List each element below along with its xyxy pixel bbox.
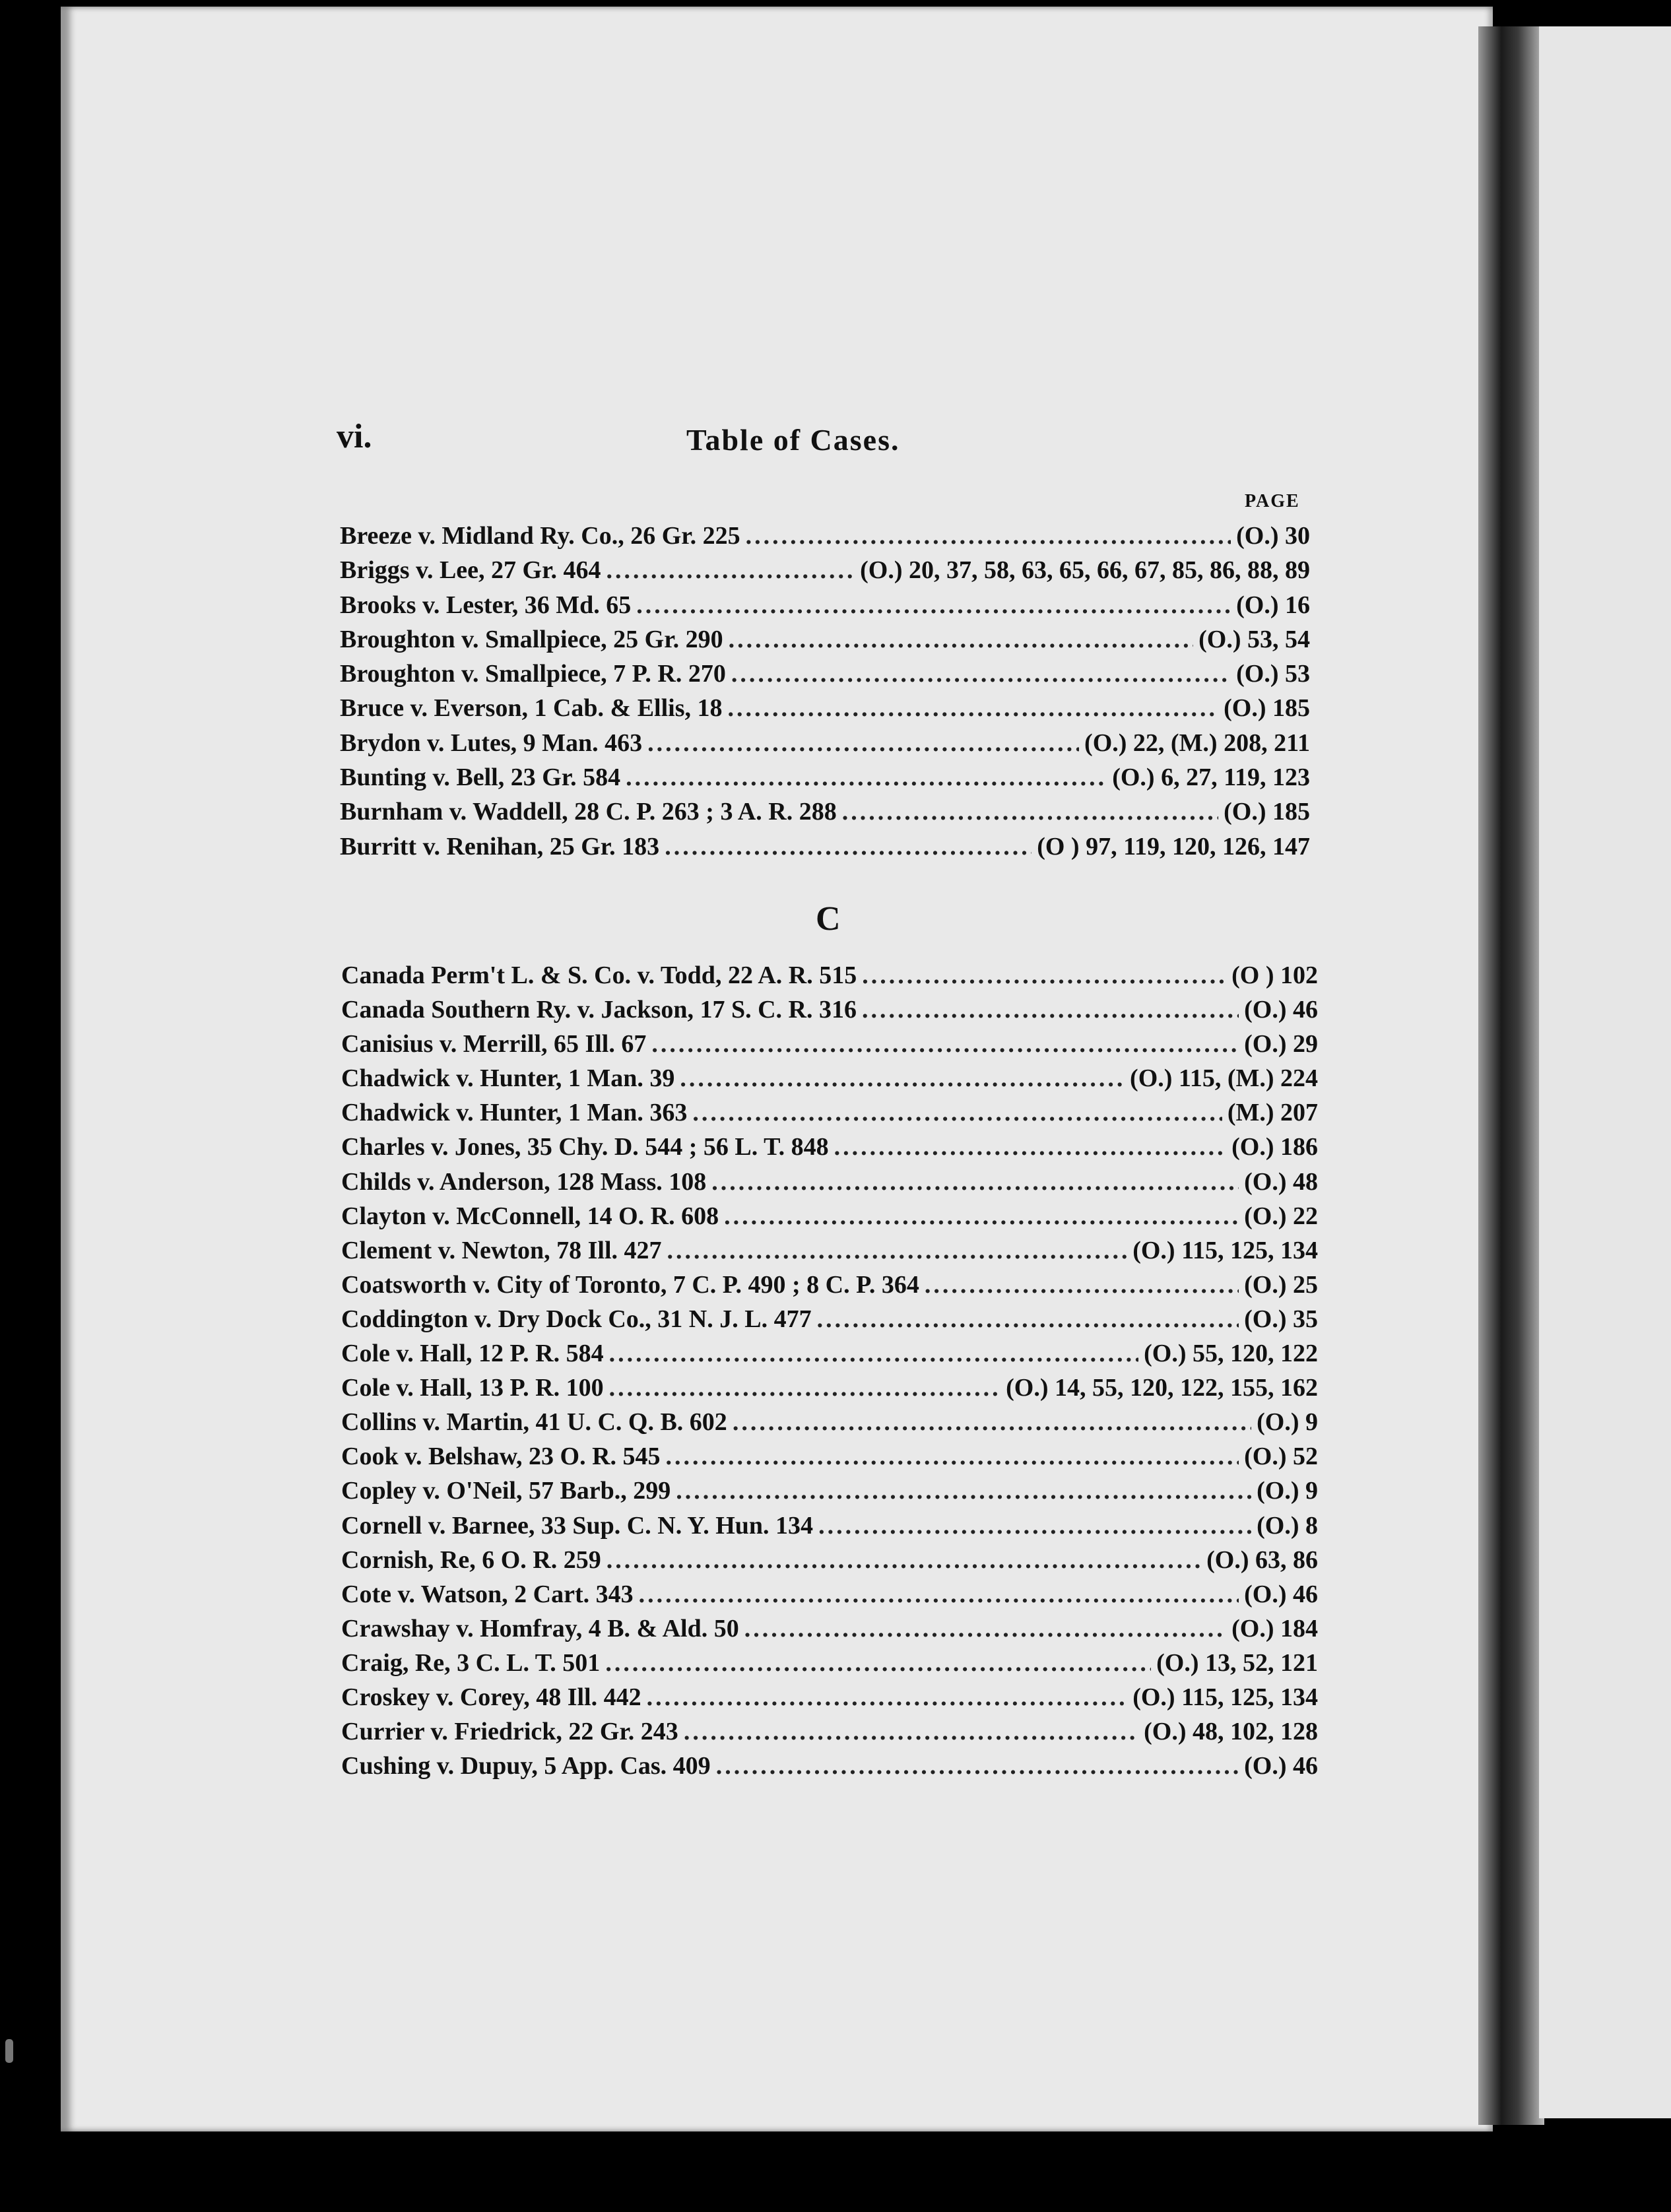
- case-entry: [341, 1614, 1318, 1648]
- case-page-refs: (O.) 185: [1224, 798, 1310, 826]
- case-name: Bunting v. Bell, 23 Gr. 584: [340, 764, 621, 792]
- case-page-refs: (O.) 25: [1244, 1270, 1318, 1299]
- case-entry: [341, 1339, 1318, 1373]
- leader-dots: [842, 797, 1218, 826]
- case-entry: [340, 591, 1310, 625]
- case-entry: [341, 1064, 1318, 1098]
- case-name: Cole v. Hall, 12 P. R. 584: [341, 1340, 604, 1368]
- case-list-b: [340, 521, 1310, 866]
- case-page-refs: (O.) 9: [1257, 1408, 1318, 1437]
- case-name: Cornish, Re, 6 O. R. 259: [341, 1545, 601, 1574]
- case-entry: [340, 659, 1310, 694]
- case-entry: [341, 1305, 1318, 1339]
- case-entry: [341, 1580, 1318, 1614]
- case-name: Breeze v. Midland Ry. Co., 26 Gr. 225: [340, 522, 740, 550]
- case-name: Cote v. Watson, 2 Cart. 343: [341, 1580, 634, 1608]
- case-name: Cole v. Hall, 13 P. R. 100: [341, 1374, 604, 1402]
- case-entry: [341, 1717, 1318, 1751]
- case-name: Chadwick v. Hunter, 1 Man. 39: [341, 1064, 675, 1093]
- leader-dots: [818, 1511, 1251, 1540]
- case-name: Burnham v. Waddell, 28 C. P. 263 ; 3 A. R. 288: [340, 798, 837, 826]
- case-name: Clement v. Newton, 78 Ill. 427: [341, 1236, 662, 1264]
- running-head: Table of Cases.: [686, 423, 900, 457]
- case-name: Briggs v. Lee, 27 Gr. 464: [340, 556, 601, 585]
- case-page-refs: (O.) 8: [1257, 1511, 1318, 1540]
- case-name: Collins v. Martin, 41 U. C. Q. B. 602: [341, 1408, 727, 1437]
- leader-dots: [606, 1545, 1201, 1575]
- leader-dots: [862, 995, 1239, 1024]
- case-entry: [341, 961, 1318, 995]
- case-page-refs: (O.) 20, 37, 58, 63, 65, 66, 67, 85, 86, 88, 89: [860, 556, 1310, 585]
- case-page-refs: (O.) 6, 27, 119, 123: [1112, 764, 1310, 792]
- case-name: Canada Southern Ry. v. Jackson, 17 S. C. R. 316: [341, 996, 857, 1024]
- case-name: Canisius v. Merrill, 65 Ill. 67: [341, 1030, 647, 1058]
- case-page-refs: (O.) 16: [1236, 591, 1310, 619]
- leader-dots: [665, 832, 1032, 861]
- case-entry: [340, 694, 1310, 728]
- leader-dots: [862, 961, 1226, 990]
- case-entry: [341, 1751, 1318, 1786]
- case-entry: [341, 1132, 1318, 1167]
- leader-dots: [684, 1717, 1138, 1746]
- case-entry: [341, 1373, 1318, 1408]
- case-name: Canada Perm't L. & S. Co. v. Todd, 22 A. R. 515: [341, 961, 857, 989]
- case-page-refs: (O.) 48, 102, 128: [1144, 1718, 1318, 1746]
- case-name: Crawshay v. Homfray, 4 B. & Ald. 50: [341, 1614, 739, 1643]
- case-page-refs: (O.) 46: [1244, 1752, 1318, 1780]
- case-entry: [341, 1270, 1318, 1305]
- leader-dots: [711, 1167, 1239, 1196]
- leader-dots: [728, 694, 1219, 723]
- case-name: Copley v. O'Neil, 57 Barb., 299: [341, 1477, 671, 1505]
- case-entry: [341, 1202, 1318, 1236]
- case-page-refs: (O.) 9: [1257, 1477, 1318, 1505]
- case-page-refs: (O.) 53, 54: [1198, 625, 1310, 653]
- case-entry: [341, 1442, 1318, 1476]
- leader-dots: [925, 1270, 1239, 1299]
- case-page-refs: (O.) 22: [1244, 1202, 1318, 1230]
- case-entry: [340, 763, 1310, 797]
- case-name: Currier v. Friedrick, 22 Gr. 243: [341, 1718, 678, 1746]
- leader-dots: [746, 521, 1231, 550]
- case-entry: [341, 1511, 1318, 1545]
- case-entry: [341, 1648, 1318, 1683]
- case-entry: [340, 832, 1310, 866]
- leader-dots: [647, 1683, 1128, 1712]
- case-page-refs: (O.) 186: [1231, 1133, 1318, 1161]
- case-page-refs: (O.) 35: [1244, 1305, 1318, 1333]
- case-list-c: [341, 961, 1318, 1786]
- case-entry: [341, 1029, 1318, 1064]
- case-name: Cook v. Belshaw, 23 O. R. 545: [341, 1443, 661, 1471]
- case-entry: [340, 729, 1310, 763]
- leader-dots: [692, 1098, 1222, 1127]
- case-name: Broughton v. Smallpiece, 25 Gr. 290: [340, 625, 723, 653]
- case-page-refs: (O.) 185: [1224, 694, 1310, 723]
- case-name: Burritt v. Renihan, 25 Gr. 183: [340, 832, 660, 861]
- leader-dots: [626, 763, 1107, 792]
- case-name: Broughton v. Smallpiece, 7 P. R. 270: [340, 660, 726, 688]
- page-column-heading: PAGE: [1245, 491, 1300, 511]
- page-number: vi.: [337, 418, 372, 455]
- case-entry: [341, 995, 1318, 1029]
- case-page-refs: (O.) 30: [1236, 522, 1310, 550]
- case-page-refs: (O.) 115, 125, 134: [1132, 1236, 1318, 1264]
- case-name: Bruce v. Everson, 1 Cab. & Ellis, 18: [340, 694, 723, 723]
- leader-dots: [817, 1305, 1239, 1334]
- case-entry: [341, 1408, 1318, 1442]
- case-name: Charles v. Jones, 35 Chy. D. 544 ; 56 L. T. 848: [341, 1133, 829, 1161]
- case-name: Childs v. Anderson, 128 Mass. 108: [341, 1167, 707, 1196]
- case-name: Craig, Re, 3 C. L. T. 501: [341, 1648, 601, 1677]
- case-entry: [340, 797, 1310, 831]
- leader-dots: [605, 1648, 1151, 1677]
- case-name: Coatsworth v. City of Toronto, 7 C. P. 490 ; 8 C. P. 364: [341, 1270, 919, 1299]
- case-page-refs: (O ) 102: [1231, 961, 1318, 989]
- case-entry: [341, 1236, 1318, 1270]
- case-name: Cornell v. Barnee, 33 Sup. C. N. Y. Hun. 134: [341, 1511, 814, 1540]
- case-page-refs: (O.) 48: [1244, 1167, 1318, 1196]
- leader-dots: [744, 1614, 1226, 1643]
- case-page-refs: (O.) 55, 120, 122: [1144, 1340, 1318, 1368]
- case-page-refs: (O.) 14, 55, 120, 122, 155, 162: [1006, 1374, 1318, 1402]
- case-entry: [341, 1167, 1318, 1202]
- case-page-refs: (O.) 52: [1244, 1443, 1318, 1471]
- case-name: Coddington v. Dry Dock Co., 31 N. J. L. 477: [341, 1305, 812, 1333]
- leader-dots: [666, 1442, 1239, 1471]
- case-page-refs: (O.) 63, 86: [1206, 1545, 1318, 1574]
- leader-dots: [729, 625, 1194, 654]
- leader-dots: [733, 1408, 1251, 1437]
- case-name: Cushing v. Dupuy, 5 App. Cas. 409: [341, 1752, 711, 1780]
- case-page-refs: (O.) 29: [1244, 1030, 1318, 1058]
- case-page-refs: (O.) 46: [1244, 1580, 1318, 1608]
- book-gutter: [1478, 26, 1544, 2125]
- leader-dots: [606, 556, 855, 585]
- case-page-refs: (M.) 207: [1227, 1099, 1318, 1127]
- leader-dots: [647, 729, 1079, 758]
- case-page-refs: (O.) 53: [1236, 660, 1310, 688]
- leader-dots: [676, 1476, 1251, 1505]
- case-entry: [341, 1545, 1318, 1580]
- case-name: Croskey v. Corey, 48 Ill. 442: [341, 1683, 641, 1711]
- case-page-refs: (O.) 13, 52, 121: [1156, 1648, 1318, 1677]
- case-page-refs: (O ) 97, 119, 120, 126, 147: [1037, 832, 1310, 861]
- case-page-refs: (O.) 46: [1244, 996, 1318, 1024]
- section-letter: C: [816, 900, 841, 938]
- scan-artifact: [5, 2039, 13, 2063]
- case-name: Brooks v. Lester, 36 Md. 65: [340, 591, 632, 619]
- leader-dots: [609, 1339, 1139, 1368]
- facing-page-edge: [1539, 26, 1671, 2118]
- leader-dots: [731, 659, 1231, 688]
- case-entry: [341, 1683, 1318, 1717]
- case-name: Clayton v. McConnell, 14 O. R. 608: [341, 1202, 719, 1230]
- case-name: Brydon v. Lutes, 9 Man. 463: [340, 729, 643, 757]
- case-page-refs: (O.) 115, 125, 134: [1132, 1683, 1318, 1711]
- case-entry: [341, 1476, 1318, 1511]
- leader-dots: [724, 1202, 1239, 1231]
- leader-dots: [639, 1580, 1239, 1609]
- leader-dots: [667, 1236, 1128, 1265]
- case-page-refs: (O.) 22, (M.) 208, 211: [1084, 729, 1310, 757]
- case-entry: [340, 556, 1310, 590]
- case-entry: [341, 1098, 1318, 1132]
- leader-dots: [636, 591, 1231, 620]
- leader-dots: [716, 1751, 1239, 1780]
- leader-dots: [680, 1064, 1125, 1093]
- leader-dots: [834, 1132, 1227, 1161]
- leader-dots: [609, 1373, 1001, 1402]
- case-entry: [340, 521, 1310, 556]
- case-entry: [340, 625, 1310, 659]
- leader-dots: [651, 1029, 1239, 1058]
- case-page-refs: (O.) 184: [1231, 1614, 1318, 1643]
- case-name: Chadwick v. Hunter, 1 Man. 363: [341, 1099, 688, 1127]
- case-page-refs: (O.) 115, (M.) 224: [1130, 1064, 1318, 1093]
